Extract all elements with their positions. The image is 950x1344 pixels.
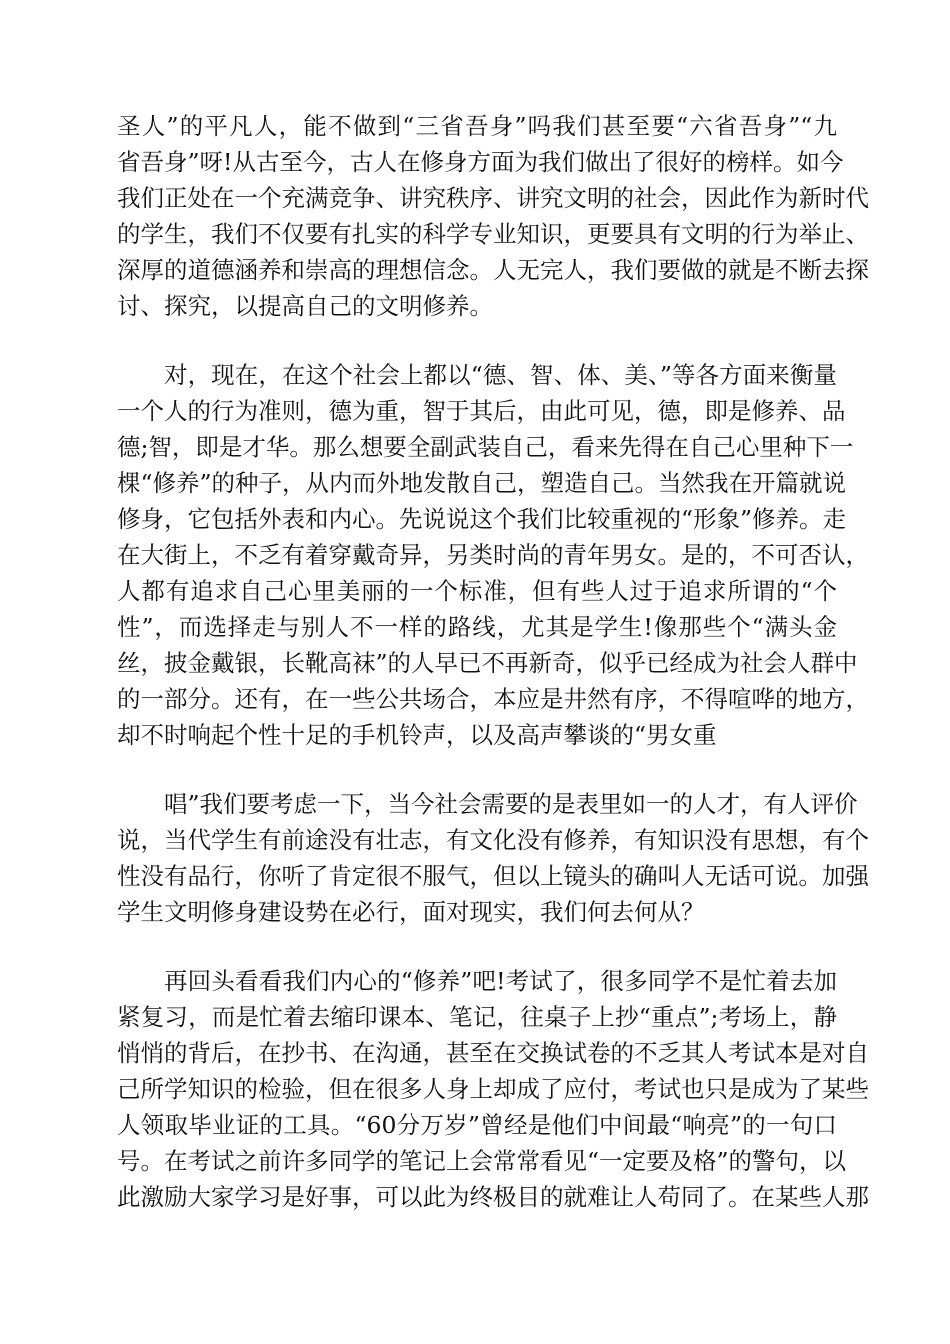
paragraph-4-line-4: 己所学知识的检验，但在很多人身上却成了应付，考试也只是成为了某些 bbox=[117, 1075, 869, 1103]
paragraph-2-line-3: 德;智，即是才华。那么想要全副武装自己，看来先得在自己心里种下一 bbox=[117, 433, 854, 461]
paragraph-2-line-7: 人都有追求自己心里美丽的一个标准，但有些人过于追求所谓的“个 bbox=[117, 577, 837, 605]
paragraph-2-line-6: 在大街上，不乏有着穿戴奇异，另类时尚的青年男女。是的，不可否认， bbox=[117, 541, 869, 569]
paragraph-3-line-2: 说，当代学生有前途没有壮志，有文化没有修养，有知识没有思想，有个 bbox=[117, 826, 869, 854]
paragraph-4-line-7: 此激励大家学习是好事，可以此为终极目的就难让人苟同了。在某些人那 bbox=[117, 1183, 869, 1211]
paragraph-4-line-6: 号。在考试之前许多同学的笔记上会常常看见“一定要及格”的警句，以 bbox=[117, 1147, 847, 1175]
paragraph-2-line-1: 对，现在，在这个社会上都以“德、智、体、美、”等各方面来衡量 bbox=[164, 361, 837, 389]
paragraph-1-line-3: 我们正处在一个充满竞争、讲究秩序、讲究文明的社会，因此作为新时代 bbox=[117, 184, 869, 212]
paragraph-2-line-2: 一个人的行为准则，德为重，智于其后，由此可见，德，即是修养、品 bbox=[117, 397, 846, 425]
paragraph-2-line-10: 的一部分。还有，在一些公共场合，本应是井然有序，不得喧哗的地方， bbox=[117, 685, 869, 713]
paragraph-2-line-5: 修身，它包括外表和内心。先说说这个我们比较重视的“形象”修养。走 bbox=[117, 505, 847, 533]
paragraph-4-line-2: 紧复习，而是忙着去缩印课本、笔记，往桌子上抄“重点”;考场上，静 bbox=[117, 1003, 837, 1031]
paragraph-3-line-1: 唱”我们要考虑一下，当今社会需要的是表里如一的人才，有人评价 bbox=[164, 790, 858, 818]
paragraph-1-line-1: 圣人”的平凡人，能不做到“三省吾身”吗我们甚至要“六省吾身”“九 bbox=[117, 112, 837, 140]
paragraph-2-line-11: 却不时响起个性十足的手机铃声，以及高声攀谈的“男女重 bbox=[117, 721, 717, 749]
paragraph-3-line-3: 性没有品行，你听了肯定很不服气，但以上镜头的确叫人无话可说。加强 bbox=[117, 862, 869, 890]
paragraph-3-line-4: 学生文明修身建设势在必行，面对现实，我们何去何从？ bbox=[117, 898, 705, 926]
paragraph-2-line-4: 棵“修养”的种子，从内而外地发散自己，塑造自己。当然我在开篇就说 bbox=[117, 469, 847, 497]
paragraph-2-line-9: 丝，披金戴银，长靴高袜”的人早已不再新奇，似乎已经成为社会人群中 bbox=[117, 649, 858, 677]
paragraph-1-line-5: 深厚的道德涵养和崇高的理想信念。人无完人，我们要做的就是不断去探 bbox=[117, 256, 869, 284]
paragraph-4-line-1: 再回头看看我们内心的“修养”吧!考试了，很多同学不是忙着去加 bbox=[164, 967, 837, 995]
paragraph-1-line-6: 讨、探究，以提高自己的文明修养。 bbox=[117, 292, 493, 320]
paragraph-4-line-5: 人领取毕业证的工具。“60分万岁”曾经是他们中间最“响亮”的一句口 bbox=[117, 1111, 837, 1139]
paragraph-4-line-3: 悄悄的背后，在抄书、在沟通，甚至在交换试卷的不乏其人考试本是对自 bbox=[117, 1039, 869, 1067]
paragraph-2-line-8: 性”，而选择走与别人不一样的路线，尤其是学生!像那些个“满头金 bbox=[117, 613, 837, 641]
paragraph-1-line-4: 的学生，我们不仅要有扎实的科学专业知识，更要具有文明的行为举止、 bbox=[117, 220, 869, 248]
paragraph-1-line-2: 省吾身”呀!从古至今，古人在修身方面为我们做出了很好的榜样。如今 bbox=[117, 148, 844, 176]
